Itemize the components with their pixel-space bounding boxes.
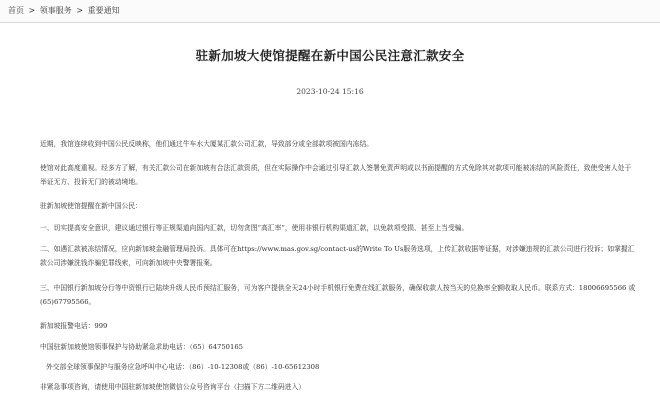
breadcrumb-bar bbox=[0, 0, 660, 23]
breadcrumb-consular-link[interactable]: 领事服务 bbox=[39, 6, 72, 15]
non-emergency-consultation: 非紧急事项咨询，请使用中国驻新加坡使馆微信公众号咨询平台（扫描下方二维码进入） bbox=[40, 383, 306, 391]
paragraph-reminder-heading: 驻新加坡使馆提醒在新中国公民： bbox=[40, 202, 142, 210]
embassy-emergency-hotline: 中国驻新加坡使馆领事保护与协助紧急求助电话：（65）64750165 bbox=[40, 343, 243, 351]
breadcrumb-notice-link[interactable]: 重要通知 bbox=[87, 6, 120, 15]
breadcrumb-home-link[interactable]: 首页 bbox=[8, 6, 24, 15]
paragraph-point-one: 一、切实提高安全意识，建议通过银行等正规渠道向国内汇款，切勿贪图“高汇率”，使用非银行机构渠道汇款，以免款项受损、甚至上当受骗。 bbox=[40, 224, 469, 232]
paragraph-situation: 使馆对此高度重视。经多方了解，有关汇款公司在新加坡有合法汇款资质，但在实际操作中会通过引导汇款人签署免责声明或以书面提醒的方式免除其对款项可能被冻结的风险责任，致使受害人处于举证无方、投诉无门的被动境地。 bbox=[40, 164, 632, 186]
breadcrumb bbox=[8, 5, 120, 16]
breadcrumb-separator: > bbox=[28, 6, 36, 15]
publish-date: 2023-10-24 15:16 bbox=[296, 87, 364, 96]
paragraph-point-two: 二、如遇汇款被冻结情况，应向新加坡金融管理局投诉。具体可在https://www.mas.gov.sg/contact-us的Write To Us服务选项，上传汇款收据等证据，对涉嫌违规的汇款公司进行投诉；如掌握汇款公司涉嫌洗钱诈骗犯罪线索，可向新加坡中央警署报案。 bbox=[40, 245, 635, 267]
police-hotline: 新加坡报警电话：999 bbox=[40, 322, 108, 330]
paragraph-point-three: 三、中国银行新加坡分行等中资银行已陆续升级人民币预结汇服务，可为客户提供全天24小时手机银行免费在线汇款服务，确保收款人按当天的兑换率全额收取人民币。联系方式：18006695566 或 (65)67795566。 bbox=[40, 284, 636, 306]
breadcrumb-separator: > bbox=[76, 6, 84, 15]
paragraph-intro: 近期，我馆连续收到中国公民反映称，他们通过牛车水大厦某汇款公司汇款，导致部分或全部款项被国内冻结。 bbox=[40, 140, 374, 148]
mfa-hotline: 外交部全球领事保护与服务应急呼叫中心电话：（86）-10-12308或（86）-10-65612308 bbox=[46, 363, 320, 371]
page-title: 驻新加坡大使馆提醒在新中国公民注意汇款安全 bbox=[195, 48, 465, 63]
